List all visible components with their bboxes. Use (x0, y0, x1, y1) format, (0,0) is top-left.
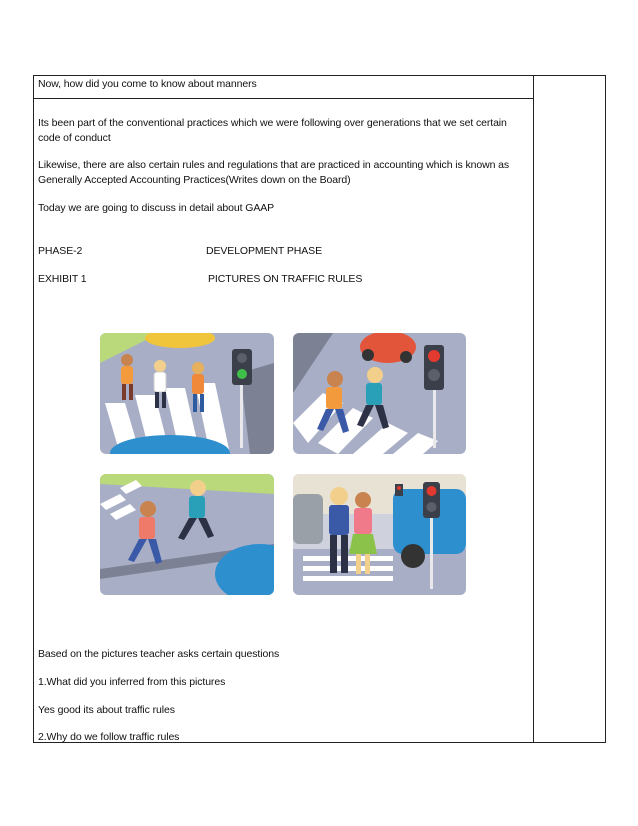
illustration-pedestrians-green-signal (100, 333, 274, 454)
based-on-text: Based on the pictures teacher asks certain questions (38, 648, 280, 660)
paragraph-rules: Likewise, there are also certain rules and regulations that are practiced in accounting which is known as Generally Accepted Accounting Practices(Writes down on the Board) (38, 159, 510, 186)
exhibit-value: PICTURES ON TRAFFIC RULES (208, 273, 363, 285)
phase-label: PHASE-2 (38, 245, 83, 257)
table-column-divider (533, 75, 534, 743)
question-1: 1.What did you inferred from this pictures (38, 676, 226, 688)
paragraph-today: Today we are going to discuss in detail about GAAP (38, 202, 275, 214)
paragraph-conventional: Its been part of the conventional practices which we were following over generations that we set certain code of conduct (38, 117, 507, 144)
illustration-children-red-signal (293, 333, 466, 454)
illustration-children-waiting-signal (293, 474, 466, 595)
phase-value: DEVELOPMENT PHASE (206, 245, 322, 257)
illustration-children-running-road (100, 474, 274, 595)
question-2: 2.Why do we follow traffic rules (38, 731, 180, 743)
answer-1: Yes good its about traffic rules (38, 704, 175, 716)
table-row-divider (33, 98, 534, 99)
exhibit-label: EXHIBIT 1 (38, 273, 87, 285)
intro-question: Now, how did you come to know about manners (38, 78, 257, 90)
